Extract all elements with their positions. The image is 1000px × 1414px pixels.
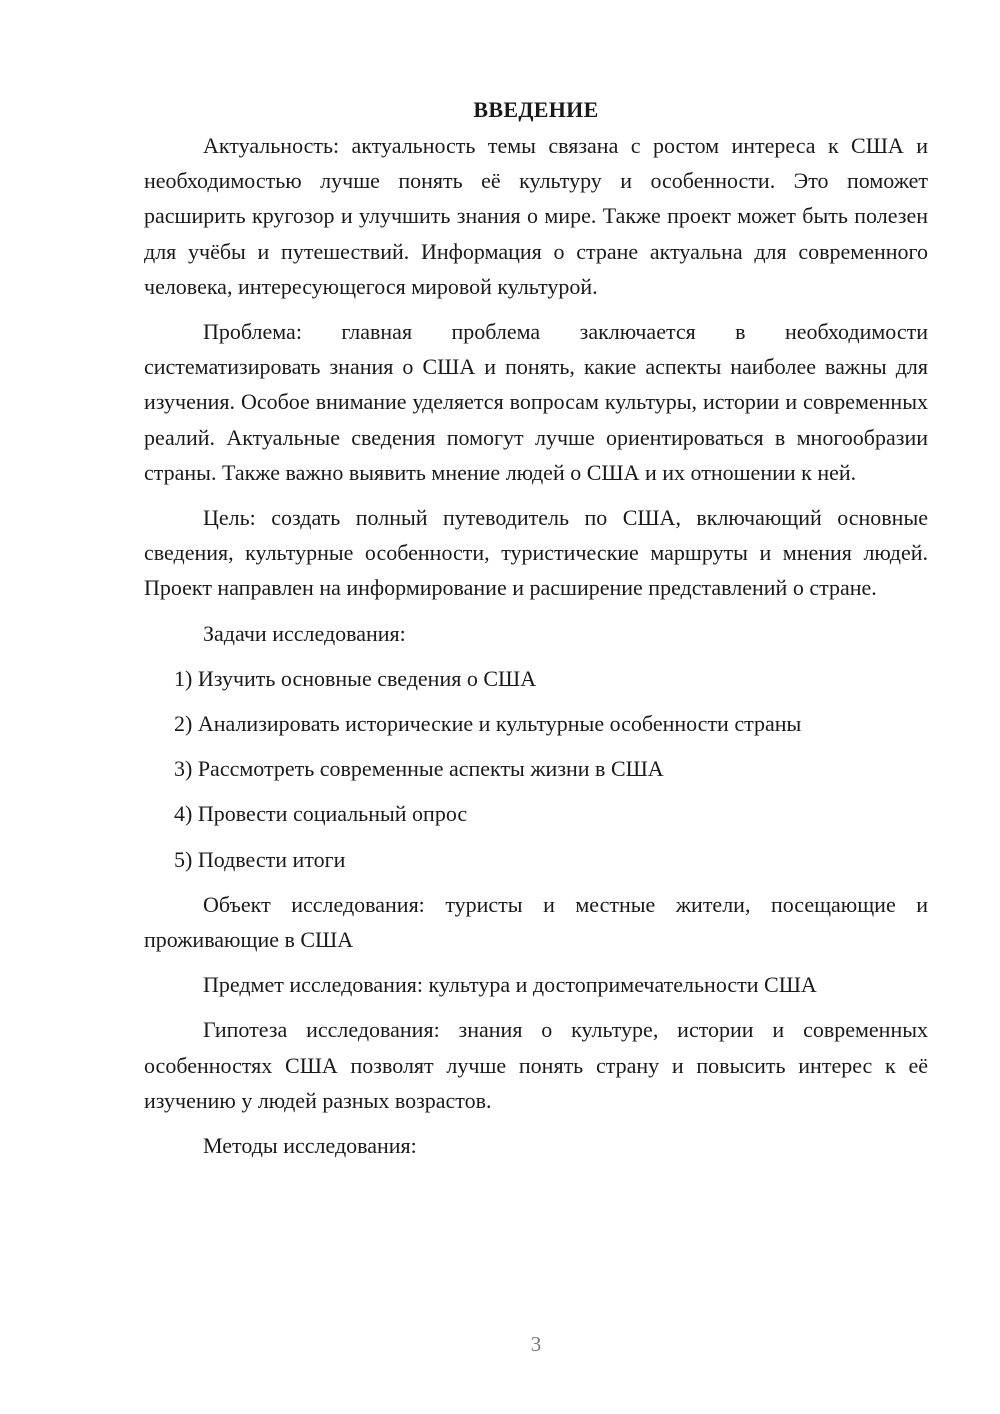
goal-paragraph: Цель: создать полный путеводитель по США, включающий основные сведения, культурные особенности, туристические маршруты и мнения людей. Проект направлен на информирование и расширение представлений о стране. — [144, 505, 928, 601]
relevance-paragraph: Актуальность: актуальность темы связана с ростом интереса к США и необходимостью лучше понять её культуру и особенности. Это поможет расширить кругозор и улучшить знания о мире. Также проект может быть полезен для учёбы и путешествий. Информация о стране актуальна для современного человека, интересующегося мировой культурой. — [144, 133, 928, 299]
document-page — [144, 92, 928, 1173]
object-paragraph: Объект исследования: туристы и местные жители, посещающие и проживающие в США — [144, 891, 928, 953]
list-item: 2) Анализировать исторические и культурные особенности страны — [174, 711, 802, 737]
tasks-list — [144, 661, 928, 877]
list-item: 4) Провести социальный опрос — [174, 801, 468, 827]
problem-paragraph: Проблема: главная проблема заключается в необходимости систематизировать знания о США и понять, какие аспекты наиболее важны для изучения. Особое внимание уделяется вопросам культуры, истории и современных реалий. Актуальные сведения помогут лучше ориентироваться в многообразии страны. Также важно выявить мнение людей о США и их отношении к ней. — [144, 319, 928, 485]
tasks-heading: Задачи исследования: — [203, 620, 406, 646]
page-number: 3 — [530, 1332, 542, 1356]
list-item: 1) Изучить основные сведения о США — [174, 665, 537, 691]
hypothesis-paragraph: Гипотеза исследования: знания о культуре, истории и современных особенностях США позволят лучше понять страну и повысить интерес к её изучению у людей разных возрастов. — [144, 1017, 928, 1113]
list-item: 5) Подвести итоги — [174, 846, 346, 872]
methods-heading: Методы исследования: — [203, 1133, 417, 1159]
list-item: 3) Рассмотреть современные аспекты жизни в США — [174, 756, 664, 782]
subject-paragraph: Предмет исследования: культура и достопримечательности США — [203, 972, 817, 998]
page-title: ВВЕДЕНИЕ — [473, 97, 599, 122]
